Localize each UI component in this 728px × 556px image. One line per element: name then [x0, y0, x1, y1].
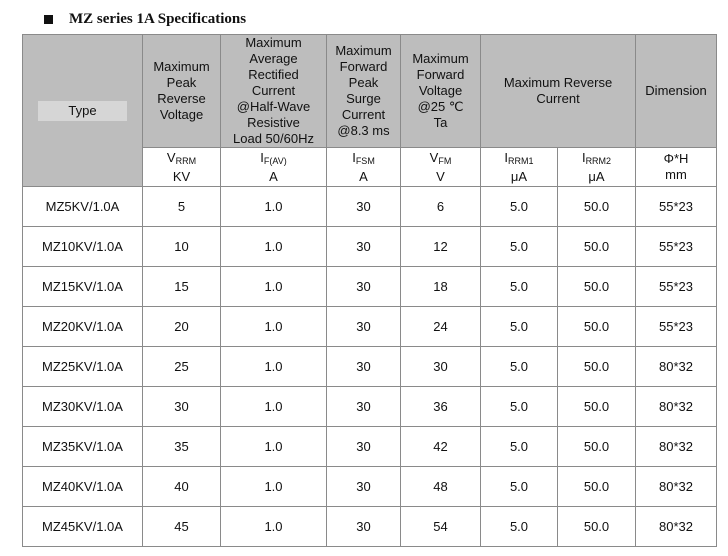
header-rev-current [481, 35, 636, 148]
header-line: Current [251, 83, 296, 98]
cell-irrm2: 50.0 [558, 267, 636, 307]
cell-type: MZ35KV/1.0A [23, 427, 143, 467]
cell-irrm2: 50.0 [558, 187, 636, 227]
unit: mm [665, 167, 687, 182]
cell-dimension: 80*32 [636, 467, 717, 507]
header-line: Peak [348, 75, 379, 90]
cell-vrrm: 40 [143, 467, 221, 507]
header-line: Forward [339, 59, 388, 74]
cell-vfm: 42 [401, 427, 481, 467]
cell-irrm1: 5.0 [481, 467, 558, 507]
table-row [23, 307, 717, 347]
cell-vfm: 18 [401, 267, 481, 307]
table-body [23, 187, 717, 547]
cell-ifav: 1.0 [221, 187, 327, 227]
cell-irrm2: 50.0 [558, 467, 636, 507]
header-line: Reverse [157, 91, 206, 106]
cell-irrm1: 5.0 [481, 267, 558, 307]
cell-vfm: 24 [401, 307, 481, 347]
cell-ifsm: 30 [327, 507, 401, 547]
header-row [23, 35, 717, 148]
header-type-label: Type [38, 101, 126, 121]
table-row [23, 187, 717, 227]
cell-vfm: 12 [401, 227, 481, 267]
cell-irrm1: 5.0 [481, 307, 558, 347]
cell-irrm1: 5.0 [481, 347, 558, 387]
cell-ifsm: 30 [327, 387, 401, 427]
cell-vfm: 6 [401, 187, 481, 227]
header-line: Voltage [418, 83, 463, 98]
cell-vrrm: 20 [143, 307, 221, 347]
header-surge [327, 35, 401, 148]
symbol: $I_{RRM1}$ [504, 149, 534, 166]
cell-vfm: 30 [401, 347, 481, 387]
cell-type: MZ40KV/1.0A [23, 467, 143, 507]
cell-ifsm: 30 [327, 187, 401, 227]
header-line: Load 50/60Hz [233, 131, 314, 146]
cell-ifav: 1.0 [221, 227, 327, 267]
table-row [23, 467, 717, 507]
unit-irrm2 [558, 148, 636, 187]
header-line: @25 ℃ [417, 99, 464, 114]
symbol: $I_{FSM}$ [352, 149, 375, 166]
header-line: Surge [346, 91, 381, 106]
header-line: Forward [416, 67, 465, 82]
cell-vfm: 54 [401, 507, 481, 547]
header-fwd-voltage [401, 35, 481, 148]
header-line: Maximum [245, 35, 302, 50]
cell-ifav: 1.0 [221, 467, 327, 507]
header-line: Ta [433, 115, 448, 130]
symbol: $V_{FM}$ [429, 149, 452, 166]
table-row [23, 347, 717, 387]
cell-dimension: 55*23 [636, 307, 717, 347]
cell-ifav: 1.0 [221, 507, 327, 547]
cell-irrm1: 5.0 [481, 387, 558, 427]
spec-table [22, 34, 717, 547]
unit-irrm1 [481, 148, 558, 187]
cell-irrm2: 50.0 [558, 307, 636, 347]
unit-ifav [221, 148, 327, 187]
cell-ifav: 1.0 [221, 307, 327, 347]
table-row [23, 507, 717, 547]
cell-dimension: 80*32 [636, 387, 717, 427]
header-dimension: Dimension [636, 35, 717, 148]
cell-type: MZ15KV/1.0A [23, 267, 143, 307]
header-line: Voltage [159, 107, 204, 122]
unit: A [269, 168, 278, 184]
cell-ifsm: 30 [327, 427, 401, 467]
header-line: Average [249, 51, 298, 66]
cell-vfm: 48 [401, 467, 481, 507]
unit-dim [636, 148, 717, 187]
cell-ifav: 1.0 [221, 427, 327, 467]
cell-ifsm: 30 [327, 227, 401, 267]
unit: μA [510, 168, 528, 184]
cell-vrrm: 35 [143, 427, 221, 467]
table-row [23, 427, 717, 467]
page-title: MZ series 1A Specifications [69, 10, 247, 27]
header-line: Peak [166, 75, 197, 90]
unit-vrrm [143, 148, 221, 187]
cell-dimension: 80*32 [636, 507, 717, 547]
header-peak-reverse [143, 35, 221, 148]
cell-irrm1: 5.0 [481, 227, 558, 267]
unit: μA [588, 168, 605, 184]
cell-irrm2: 50.0 [558, 347, 636, 387]
cell-vrrm: 10 [143, 227, 221, 267]
cell-irrm2: 50.0 [558, 227, 636, 267]
header-line: Maximum Reverse [503, 75, 613, 90]
unit-ifsm [327, 148, 401, 187]
cell-ifav: 1.0 [221, 387, 327, 427]
cell-ifav: 1.0 [221, 347, 327, 387]
title-row [44, 9, 246, 29]
cell-dimension: 55*23 [636, 187, 717, 227]
cell-type: MZ30KV/1.0A [23, 387, 143, 427]
symbol: Φ*H [663, 151, 689, 166]
cell-type: MZ20KV/1.0A [23, 307, 143, 347]
table-row [23, 387, 717, 427]
cell-vrrm: 15 [143, 267, 221, 307]
cell-vrrm: 25 [143, 347, 221, 387]
table-row [23, 227, 717, 267]
header-type [23, 35, 143, 187]
header-line: Maximum [412, 51, 469, 66]
header-line: Maximum [335, 43, 392, 58]
symbol: $I_{RRM2}$ [581, 149, 612, 166]
header-line: Current [536, 91, 580, 106]
symbol: $V_{RRM}$ [166, 149, 197, 166]
cell-dimension: 55*23 [636, 227, 717, 267]
cell-irrm1: 5.0 [481, 507, 558, 547]
cell-irrm2: 50.0 [558, 507, 636, 547]
cell-vrrm: 30 [143, 387, 221, 427]
cell-type: MZ5KV/1.0A [23, 187, 143, 227]
cell-irrm1: 5.0 [481, 427, 558, 467]
cell-vfm: 36 [401, 387, 481, 427]
header-line: Resistive [247, 115, 300, 130]
unit-vfm [401, 148, 481, 187]
cell-ifsm: 30 [327, 307, 401, 347]
cell-type: MZ10KV/1.0A [23, 227, 143, 267]
unit: A [359, 168, 368, 184]
cell-irrm2: 50.0 [558, 427, 636, 467]
table-row [23, 267, 717, 307]
cell-vrrm: 5 [143, 187, 221, 227]
header-line: Rectified [248, 67, 299, 82]
cell-ifsm: 30 [327, 467, 401, 507]
cell-dimension: 55*23 [636, 267, 717, 307]
header-avg-rectified [221, 35, 327, 148]
cell-ifsm: 30 [327, 347, 401, 387]
cell-irrm2: 50.0 [558, 387, 636, 427]
cell-vrrm: 45 [143, 507, 221, 547]
symbol: $I_{F(AV)}$ [260, 149, 287, 166]
cell-ifsm: 30 [327, 267, 401, 307]
header-line: Current [341, 107, 386, 122]
cell-irrm1: 5.0 [481, 187, 558, 227]
header-line: @8.3 ms [337, 123, 390, 138]
cell-ifav: 1.0 [221, 267, 327, 307]
header-line: @Half-Wave [236, 99, 311, 114]
unit: KV [172, 168, 191, 184]
square-bullet-icon [44, 15, 53, 24]
cell-type: MZ25KV/1.0A [23, 347, 143, 387]
cell-dimension: 80*32 [636, 427, 717, 467]
cell-type: MZ45KV/1.0A [23, 507, 143, 547]
unit: V [436, 168, 445, 184]
cell-dimension: 80*32 [636, 347, 717, 387]
header-line: Maximum [153, 59, 210, 74]
